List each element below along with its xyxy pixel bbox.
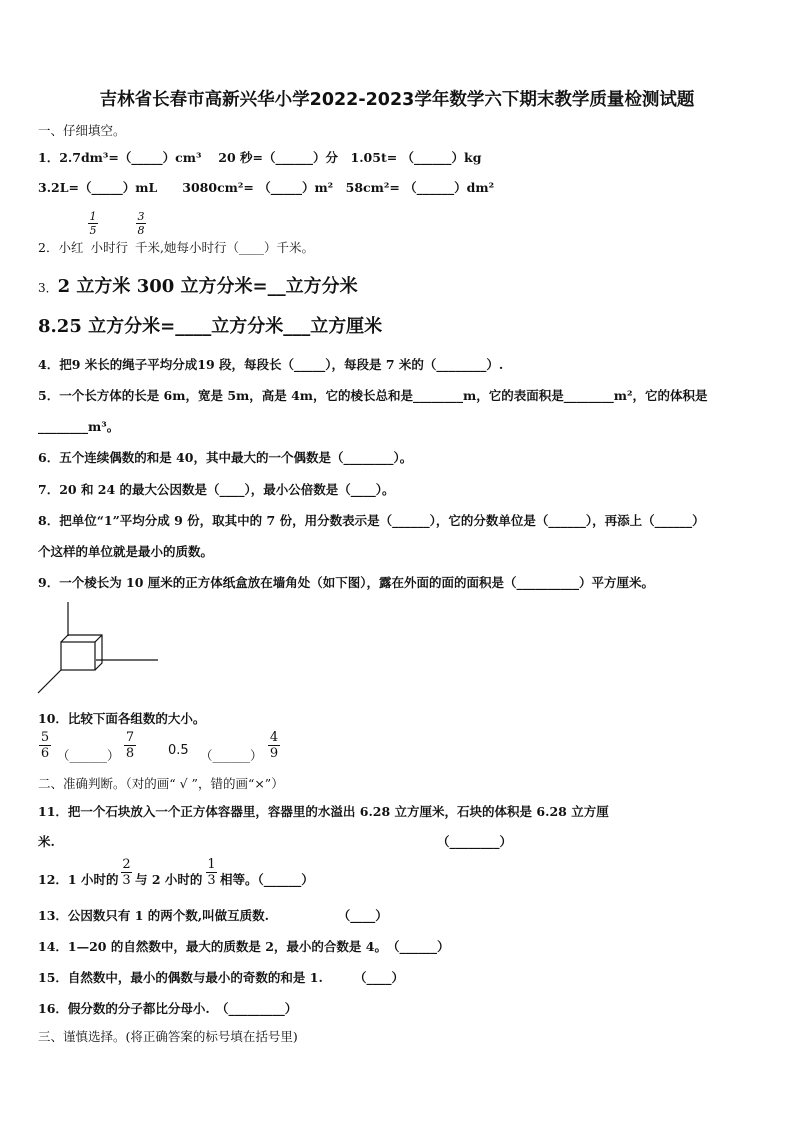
question-9: 9．一个棱长为 10 厘米的正方体纸盒放在墙角处（如下图），露在外面的面的面积是（__________）平方厘米。 — [38, 575, 655, 590]
q12-fraction-2-3 — [121, 858, 132, 887]
q10-a-denominator: 6 — [40, 746, 50, 761]
question-15: 15．自然数中，最小的偶数与最小的奇数的和是 1. （____） — [38, 970, 405, 985]
q2-text-a: 2．小红 — [38, 240, 84, 255]
q2-text-b: 小时行 — [90, 240, 128, 255]
page-title: 吉林省长春市高新兴华小学2022-2023学年数学六下期末教学质量检测试题 — [99, 90, 695, 110]
q10-value-0-5: 0.5 — [168, 743, 189, 758]
question-12-b: 与 2 小时的 — [135, 872, 203, 887]
q10-blank-1: （______） — [57, 748, 120, 763]
q12-fraction-1-3 — [206, 858, 217, 887]
question-1-line-2: 3.2L=（_____）mL 3080cm²= （_____）m² 58cm²= （______）dm² — [38, 180, 495, 195]
q2-text-c: 千米,她每小时行（____）千米。 — [134, 240, 314, 255]
section-1-heading: 一、仔细填空。 — [38, 123, 126, 138]
question-3-line-2: 8.25 立方分米=____立方分米___立方厘米 — [38, 316, 383, 337]
question-7: 7．20 和 24 的最大公因数是（____），最小公倍数是（____）。 — [38, 482, 395, 497]
question-3-line-1 — [38, 272, 358, 298]
question-10: 10．比较下面各组数的大小。 — [38, 711, 206, 726]
q2-fraction-1 — [88, 211, 98, 236]
question-14: 14．1—20 的自然数中，最大的质数是 2，最小的合数是 4。 （______） — [38, 939, 450, 954]
question-2 — [38, 238, 314, 256]
q10-b-denominator: 8 — [125, 746, 135, 761]
question-13: 13．公因数只有 1 的两个数,叫做互质数. （____） — [38, 908, 388, 923]
section-2-heading: 二、准确判断。（对的画“ √ ”，错的画“×”） — [38, 776, 284, 791]
question-4: 4．把9 米长的绳子平均分成19 段，每段长（_____），每段是 7 米的（________）. — [38, 357, 504, 372]
q2-fraction-2 — [136, 211, 146, 236]
section-3-heading: 三、谨慎选择。(将正确答案的标号填在括号里) — [38, 1029, 298, 1044]
q2-frac1-numerator: 1 — [89, 210, 97, 223]
q12-frac2-numerator: 1 — [207, 857, 216, 872]
question-8-line-2: 个这样的单位就是最小的质数。 — [38, 544, 214, 559]
cube-in-corner-figure — [36, 598, 166, 698]
q10-fraction-7-8 — [124, 731, 136, 760]
q3-number: 3． — [38, 281, 58, 295]
q2-frac1-denominator: 5 — [89, 224, 97, 237]
q10-d-numerator: 4 — [269, 730, 279, 745]
question-16: 16．假分数的分子都比分母小. （_________） — [38, 1001, 298, 1016]
question-12-a: 12．1 小时的 — [38, 872, 119, 887]
q12-frac1-numerator: 2 — [122, 857, 131, 872]
q2-frac2-numerator: 3 — [137, 210, 145, 223]
q2-frac2-denominator: 8 — [137, 224, 145, 237]
question-12-c: 相等。（______） — [220, 872, 314, 887]
question-8-line-1: 8．把单位“1”平均分成 9 份，取其中的 7 份，用分数表示是（______），它的分数单位是（______），再添上（______） — [38, 513, 705, 528]
q10-a-numerator: 5 — [40, 730, 50, 745]
q10-fraction-4-9 — [268, 731, 280, 760]
question-5-line-1: 5．一个长方体的长是 6m，宽是 5m，高是 4m，它的棱长总和是________m，它的表面积是________m²，它的体积是 — [38, 388, 708, 403]
q10-fraction-5-6 — [39, 731, 51, 760]
q12-frac1-denominator: 3 — [122, 873, 131, 888]
q3-text-1: 2 立方米 300 立方分米=__立方分米 — [57, 276, 358, 297]
question-11-line-2: 米. — [38, 834, 55, 849]
q10-b-numerator: 7 — [125, 730, 135, 745]
q10-d-denominator: 9 — [269, 746, 279, 761]
question-1-line-1: 1．2.7dm³=（_____）cm³ 20 秒=（______）分 1.05t= （______）kg — [38, 150, 482, 165]
question-6: 6．五个连续偶数的和是 40，其中最大的一个偶数是（________）。 — [38, 450, 413, 465]
q12-frac2-denominator: 3 — [207, 873, 216, 888]
question-5-line-2: ________m³。 — [38, 419, 120, 434]
question-11-line-1: 11．把一个石块放入一个正方体容器里，容器里的水溢出 6.28 立方厘米，石块的体积是 6.28 立方厘 — [38, 804, 609, 819]
question-11-answer-blank: （________） — [437, 834, 513, 849]
q10-blank-2: （______） — [200, 748, 263, 763]
